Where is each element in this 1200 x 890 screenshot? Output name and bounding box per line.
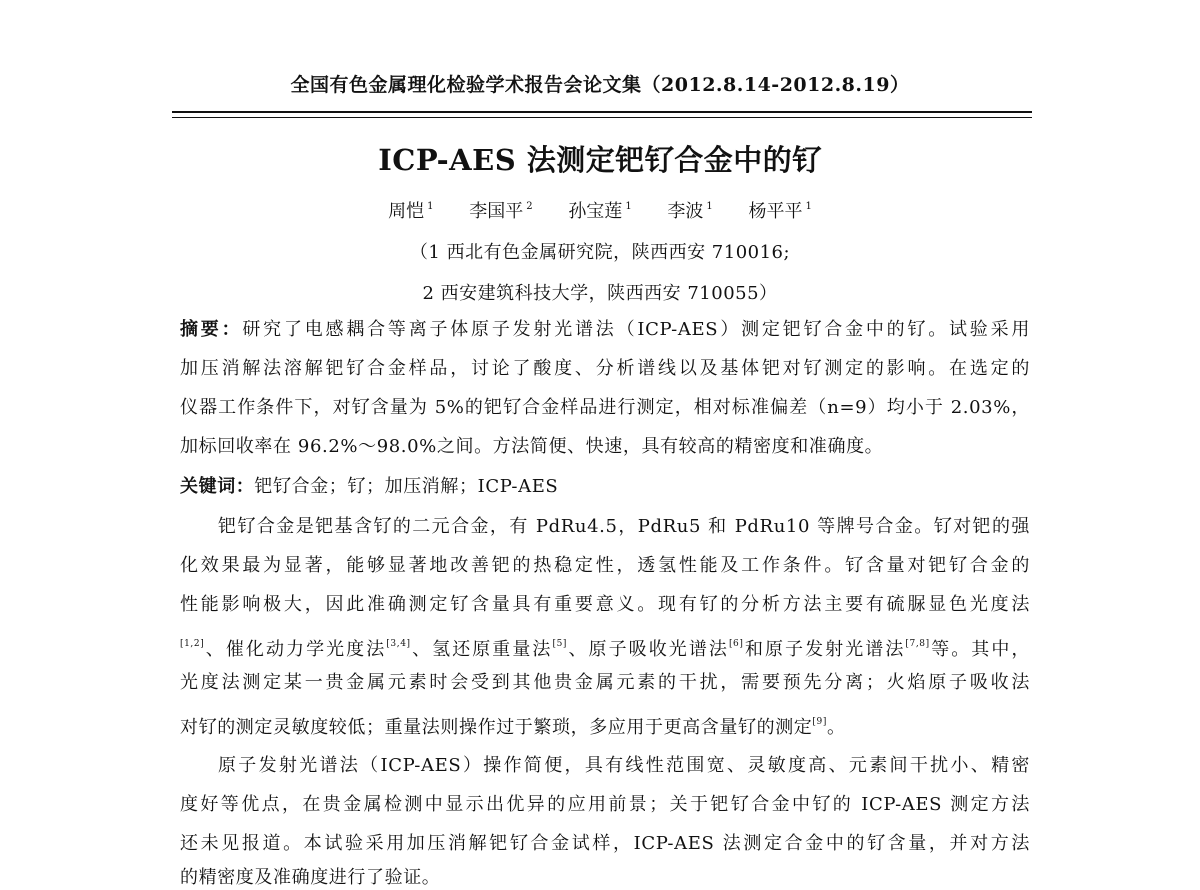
body-text: 。 (826, 717, 846, 738)
body-line: 钯钌合金是钯基含钌的二元合金，有 PdRu4.5，PdRu5 和 PdRu10 等牌号合金。钌对钯的强 (218, 516, 1030, 537)
abstract-line (180, 318, 1030, 342)
body-line: 原子发射光谱法（ICP-AES）操作简便，具有线性范围宽、灵敏度高、元素间干扰小、精密 (218, 755, 1030, 776)
body-line: 的精密度及准确度进行了验证。 (180, 867, 441, 888)
author (388, 197, 433, 223)
body-text: 等。其中， (929, 639, 1031, 660)
author-name: 李波 (667, 201, 704, 222)
citation: [5] (552, 639, 568, 649)
proceedings-header: 全国有色金属理化检验学术报告会论文集（2012.8.14-2012.8.19） (290, 74, 910, 96)
body-text: 、催化动力学光度法 (204, 639, 387, 660)
body-text: 、氢还原重量法 (410, 639, 553, 660)
author-affiliation-mark: 1 (805, 201, 812, 212)
author-list (0, 197, 1200, 223)
body-line: 光度法测定某一贵金属元素时会受到其他贵金属元素的干扰，需要预先分离；火焰原子吸收法 (180, 672, 1030, 693)
author-name: 周恺 (388, 201, 425, 222)
body-text: 和原子发射光谱法 (743, 639, 906, 660)
author-affiliation-mark: 1 (427, 201, 434, 212)
body-text: 对钌的测定灵敏度较低；重量法则操作过于繁琐，多应用于更高含量钌的测定 (180, 717, 813, 738)
header-rule-thin (172, 117, 1032, 118)
citation: [1,2] (180, 639, 205, 649)
citation: [9] (812, 717, 827, 727)
author-affiliation-mark: 1 (625, 201, 632, 212)
abstract-text: 研究了电感耦合等离子体原子发射光谱法（ICP-AES）测定钯钌合金中的钌。试验采用 (242, 319, 1030, 340)
abstract-line: 加标回收率在 96.2%～98.0%之间。方法简便、快速，具有较高的精密度和准确度。 (180, 436, 884, 457)
author (469, 197, 532, 223)
abstract-line: 加压消解法溶解钯钌合金样品，讨论了酸度、分析谱线以及基体钯对钌测定的影响。在选定的 (180, 358, 1030, 379)
author-affiliation-mark: 2 (526, 201, 533, 212)
author-name: 李国平 (469, 201, 524, 222)
body-text: 、原子吸收光谱法 (567, 639, 729, 660)
author-name: 杨平平 (748, 201, 803, 222)
body-line: 性能影响极大，因此准确测定钌含量具有重要意义。现有钌的分析方法主要有硫脲显色光度法 (180, 594, 1030, 615)
keywords-text: 钯钌合金；钌；加压消解；ICP-AES (254, 476, 559, 497)
body-line (180, 632, 1030, 662)
body-line: 还未见报道。本试验采用加压消解钯钌合金试样，ICP-AES 法测定合金中的钌含量，并对方法 (180, 833, 1030, 854)
keywords-label: 关键词： (180, 476, 255, 497)
affiliation-line: 2 西安建筑科技大学，陕西西安 710055） (422, 283, 778, 304)
body-line: 度好等优点，在贵金属检测中显示出优异的应用前景；关于钯钌合金中钌的 ICP-AES 测定方法 (180, 794, 1030, 815)
author-affiliation-mark: 1 (706, 201, 713, 212)
citation: [7,8] (905, 639, 930, 649)
paper-title: ICP-AES 法测定钯钌合金中的钌 (378, 143, 822, 177)
author (667, 197, 712, 223)
author (568, 197, 631, 223)
author (749, 197, 812, 223)
body-line (180, 710, 1030, 740)
citation: [3,4] (386, 639, 411, 649)
affiliation-line: （1 西北有色金属研究院，陕西西安 710016; (409, 242, 791, 263)
body-line: 化效果最为显著，能够显著地改善钯的热稳定性，透氢性能及工作条件。钌含量对钯钌合金的 (180, 555, 1030, 576)
abstract-label: 摘要： (180, 319, 243, 340)
abstract-line: 仪器工作条件下，对钌含量为 5%的钯钌合金样品进行测定，相对标准偏差（n=9）均小于 2.03%， (180, 397, 1030, 418)
header-rule-thick (172, 111, 1032, 113)
citation: [6] (728, 639, 744, 649)
author-name: 孙宝莲 (568, 201, 623, 222)
keywords-line (180, 475, 1030, 499)
